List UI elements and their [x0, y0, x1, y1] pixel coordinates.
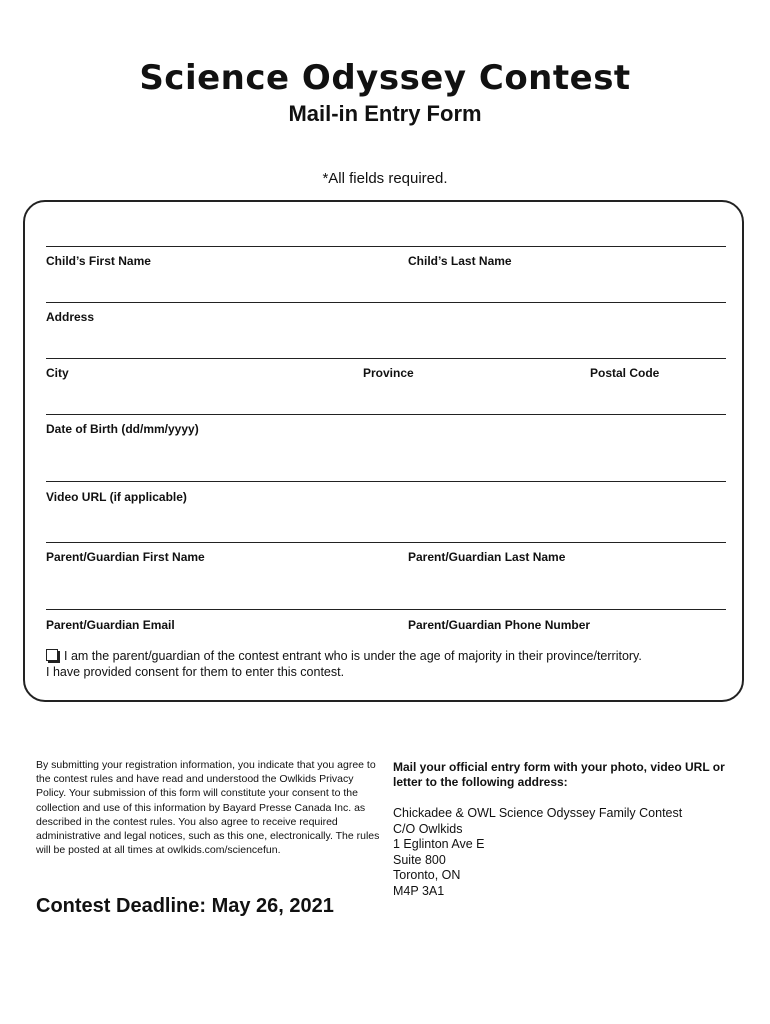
contest-deadline: Contest Deadline: May 26, 2021	[36, 895, 334, 917]
address-label: Address	[46, 310, 95, 324]
city-label: City	[46, 366, 69, 380]
province-label: Province	[363, 366, 414, 380]
date-of-birth-label: Date of Birth (dd/mm/yyyy)	[46, 422, 199, 436]
video-url-line[interactable]	[46, 481, 726, 482]
address-line-1: Chickadee & OWL Science Odyssey Family Contest	[393, 806, 683, 820]
guardian-first-name-label: Parent/Guardian First Name	[46, 550, 205, 564]
address-line-4: Suite 800	[393, 852, 446, 867]
address-line[interactable]	[46, 302, 726, 303]
city-province-postal-line[interactable]	[46, 358, 726, 359]
address-line-5: Toronto, ON	[393, 868, 461, 882]
entry-form-box	[23, 200, 744, 702]
guardian-phone-label: Parent/Guardian Phone Number	[408, 618, 591, 632]
guardian-name-line[interactable]	[46, 542, 726, 543]
guardian-email-label: Parent/Guardian Email	[46, 618, 175, 632]
consent-text-line2: I have provided consent for them to enter this contest.	[46, 665, 345, 679]
child-last-name-label: Child’s Last Name	[408, 254, 512, 268]
page-title: Science Odyssey Contest	[139, 58, 631, 98]
address-line-6: M4P 3A1	[393, 883, 445, 898]
mail-instructions-heading: Mail your official entry form with your photo, video URL or letter to the following address:	[393, 760, 725, 789]
child-name-line[interactable]	[46, 246, 726, 247]
consent-text-line1: I am the parent/guardian of the contest entrant who is under the age of majority in their province/territory.	[64, 649, 642, 663]
required-note: *All fields required.	[322, 170, 448, 187]
consent-row	[46, 648, 726, 680]
child-first-name-label: Child’s First Name	[46, 254, 151, 268]
page-subtitle: Mail-in Entry Form	[288, 101, 482, 126]
privacy-disclaimer: By submitting your registration information, you indicate that you agree to the contest rules and have read and understood the Owlkids Privacy Policy. Your submission of this form will constitute your consent to the collection and use of this information by Bayard Presse Canada Inc. as described in the contest rules. You also agree to receive required administrative and legal notices, such as this one, electronically. The rules will be posted at all times at owlkids.com/sciencefun.	[36, 759, 380, 857]
consent-checkbox[interactable]	[46, 649, 58, 661]
address-line-3: 1 Eglinton Ave E	[393, 837, 485, 851]
video-url-label: Video URL (if applicable)	[46, 490, 187, 504]
guardian-last-name-label: Parent/Guardian Last Name	[408, 550, 566, 564]
address-line-2: C/O Owlkids	[393, 821, 463, 836]
postal-code-label: Postal Code	[590, 366, 660, 380]
guardian-contact-line[interactable]	[46, 609, 726, 610]
mailing-address	[393, 806, 682, 899]
date-of-birth-line[interactable]	[46, 414, 726, 415]
